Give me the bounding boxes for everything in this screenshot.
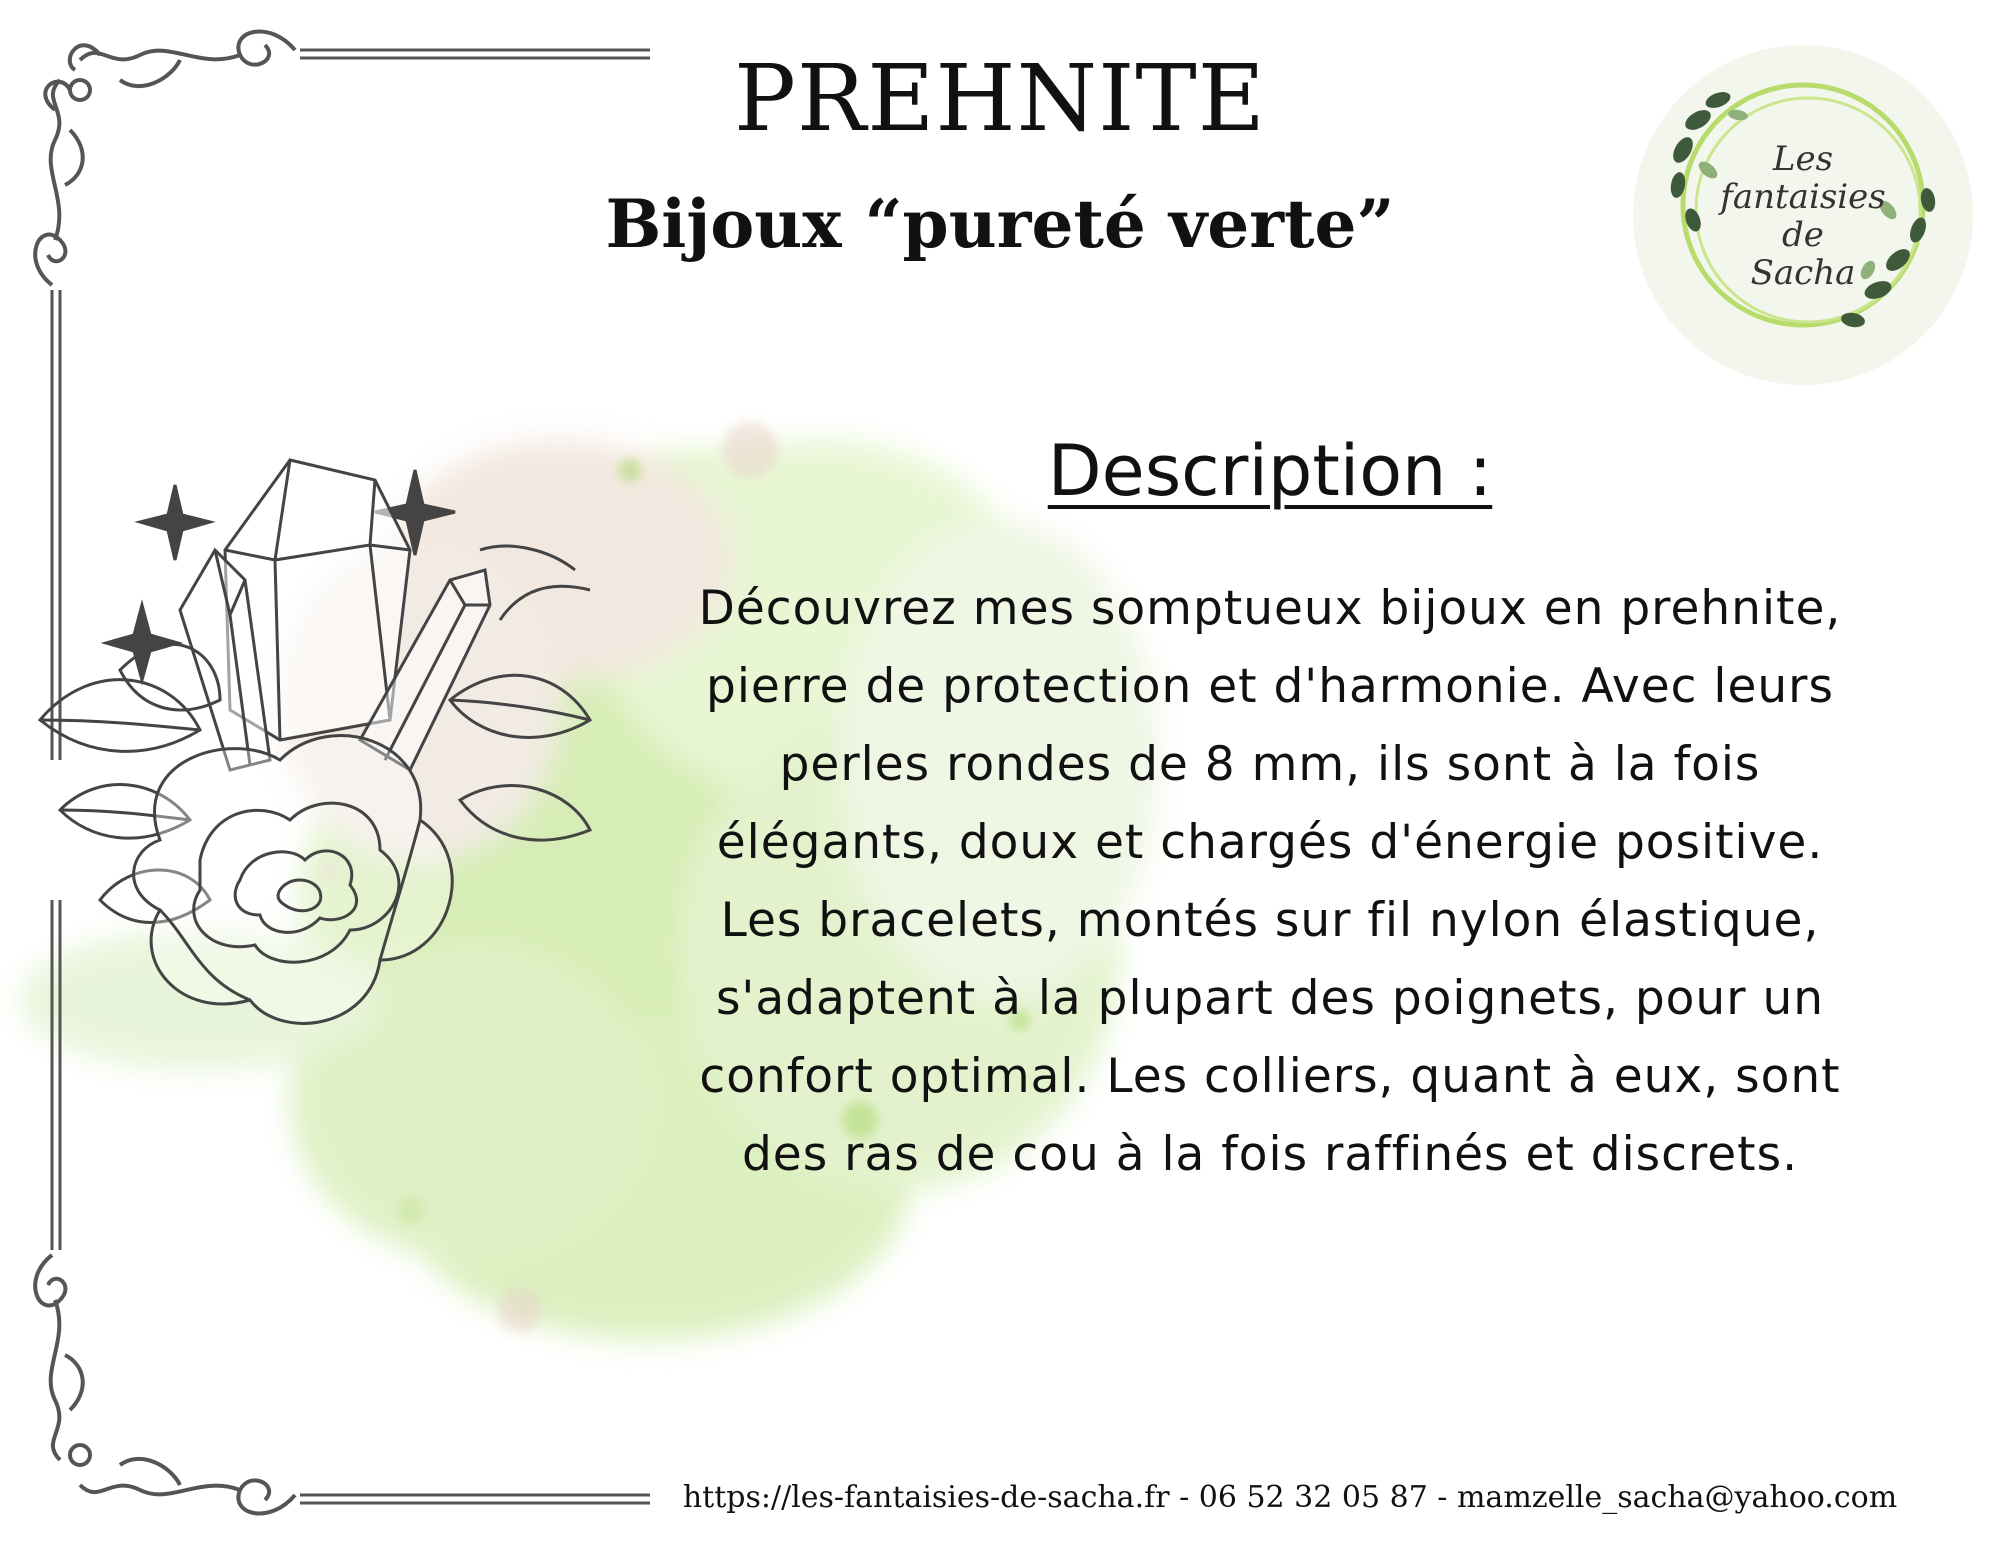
description-line: Les bracelets, montés sur fil nylon élastique, (720, 893, 1820, 948)
page-subtitle: Bijoux “pureté verte” (605, 185, 1395, 263)
page-title: PREHNITE (734, 45, 1266, 152)
ornament-corner-icon (35, 1255, 295, 1514)
description-line: Découvrez mes somptueux bijoux en prehnite, (698, 581, 1842, 636)
description-text (620, 570, 1920, 1194)
ornament-corner-icon (35, 31, 295, 285)
brand-logo (1628, 40, 1978, 390)
description-line: élégants, doux et chargés d'énergie positive. (716, 815, 1824, 870)
description-line: perles rondes de 8 mm, ils sont à la fois (779, 737, 1761, 792)
sparkle-icon (106, 605, 178, 680)
description-line: confort optimal. Les colliers, quant à eux, sont (699, 1049, 1841, 1104)
description-line: pierre de protection et d'harmonie. Avec leurs (706, 659, 1834, 714)
description-line: s'adaptent à la plupart des poignets, pour un (715, 971, 1825, 1026)
logo-line: Les (1772, 139, 1834, 179)
logo-line: fantaisies (1720, 177, 1886, 217)
logo-text (1628, 140, 1978, 292)
contact-footer: https://les-fantaisies-de-sacha.fr - 06 52 32 05 87 - mamzelle_sacha@yahoo.com (682, 1480, 1898, 1515)
description-line: des ras de cou à la fois raffinés et discrets. (741, 1127, 1799, 1182)
logo-line: Sacha (1750, 253, 1856, 293)
crystal-flower-illustration (30, 440, 630, 1060)
sparkle-icon (140, 485, 210, 560)
logo-line: de (1782, 215, 1824, 255)
description-heading: Description : (1047, 430, 1493, 512)
